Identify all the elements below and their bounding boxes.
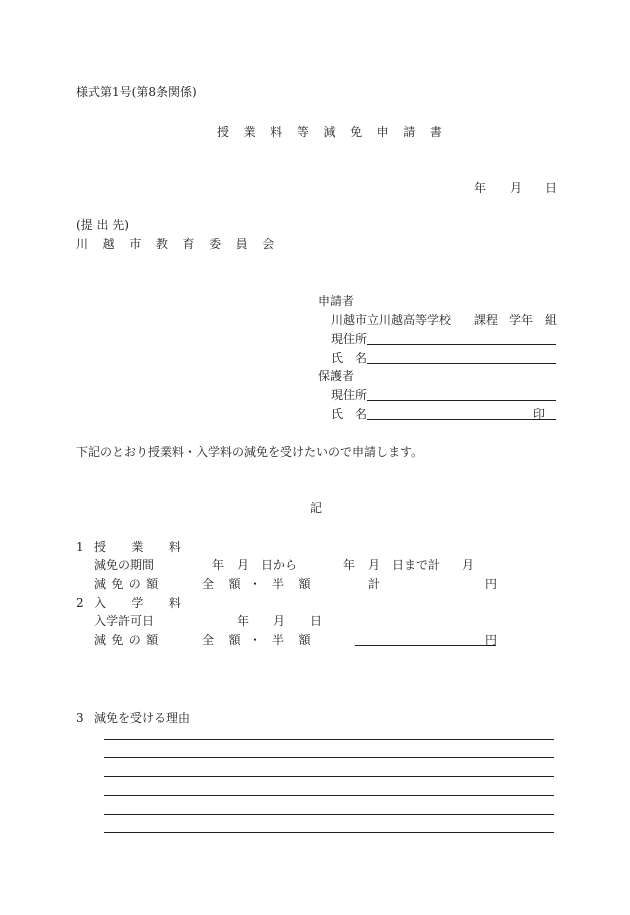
section2-month: 月 — [273, 614, 286, 628]
form-number: 様式第1号(第8条関係) — [76, 85, 197, 99]
guardian-label: 保護者 — [318, 369, 355, 383]
section1-yen-label: 円 — [485, 577, 498, 591]
recipient-label: (提 出 先) — [76, 218, 129, 232]
section2-day: 日 — [310, 614, 323, 628]
section1-months: 月 — [462, 558, 475, 572]
applicant-address-label: 現住所 — [331, 332, 368, 346]
section1-amount-label: 減免の額 — [94, 577, 164, 591]
section1-to-day: 日まで計 — [392, 558, 441, 572]
applicant-class-label: 組 — [545, 313, 558, 327]
section2-separator-dot: ・ — [249, 633, 262, 647]
section1-number: 1 — [76, 540, 84, 554]
section1-from-day: 日から — [261, 558, 298, 572]
guardian-name-label: 氏 名 — [331, 407, 368, 421]
ki-heading: 記 — [310, 501, 323, 515]
section1-to-year: 年 — [343, 558, 356, 572]
section2-admission-label: 入学許可日 — [94, 614, 155, 628]
date-year-label: 年 — [474, 181, 487, 195]
section1-full-option[interactable]: 全 額 — [202, 577, 247, 591]
applicant-school: 川越市立川越高等学校 — [331, 313, 452, 327]
section1-total-label: 計 — [368, 577, 381, 591]
section1-to-month: 月 — [368, 558, 381, 572]
applicant-course-label: 課程 — [474, 313, 499, 327]
section2-amount-line[interactable] — [355, 645, 496, 646]
section2-number: 2 — [76, 596, 84, 610]
section2-yen-label: 円 — [485, 633, 498, 647]
section1-half-option[interactable]: 半 額 — [272, 577, 317, 591]
reason-line[interactable] — [104, 739, 554, 740]
guardian-address-label: 現住所 — [331, 388, 368, 402]
date-day-label: 日 — [545, 181, 558, 195]
section2-title: 入 学 料 — [94, 596, 192, 610]
applicant-name-line[interactable] — [367, 363, 556, 364]
guardian-address-line[interactable] — [367, 400, 556, 401]
section3-title: 減免を受ける理由 — [94, 711, 191, 725]
section1-period-label: 減免の期間 — [94, 558, 155, 572]
section1-from-month: 月 — [237, 558, 250, 572]
form-title: 授 業 料 等 減 免 申 請 書 — [217, 125, 448, 139]
applicant-grade-label: 学年 — [509, 313, 534, 327]
date-month-label: 月 — [510, 181, 523, 195]
guardian-name-line[interactable] — [367, 419, 556, 420]
reason-line[interactable] — [104, 795, 554, 796]
reason-line[interactable] — [104, 776, 554, 777]
section1-separator-dot: ・ — [249, 577, 262, 591]
reason-line[interactable] — [104, 757, 554, 758]
seal-mark: 印 — [533, 407, 546, 421]
applicant-address-line[interactable] — [367, 344, 556, 345]
reason-line[interactable] — [104, 814, 554, 815]
section1-from-year: 年 — [212, 558, 225, 572]
recipient-name: 川 越 市 教 育 委 員 会 — [76, 237, 280, 251]
applicant-name-label: 氏 名 — [331, 351, 368, 365]
applicant-label: 申請者 — [318, 294, 355, 308]
section1-title: 授 業 料 — [94, 540, 192, 554]
reason-line[interactable] — [104, 832, 554, 833]
section2-year: 年 — [237, 614, 250, 628]
section2-amount-label: 減免の額 — [94, 633, 164, 647]
section2-half-option[interactable]: 半 額 — [272, 633, 317, 647]
section3-number: 3 — [76, 711, 84, 725]
section2-full-option[interactable]: 全 額 — [202, 633, 247, 647]
application-statement: 下記のとおり授業料・入学料の減免を受けたいので申請します。 — [76, 445, 424, 459]
